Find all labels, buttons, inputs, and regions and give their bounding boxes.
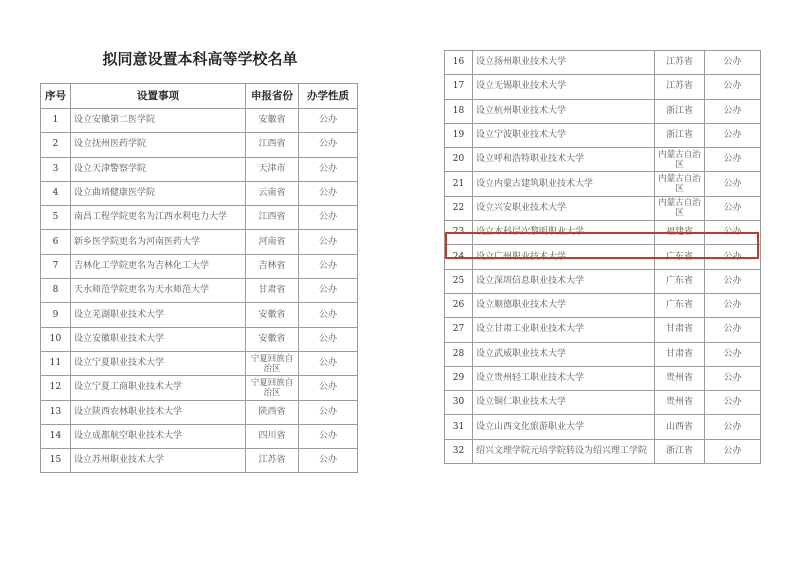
row-nature: 公办 — [705, 439, 761, 463]
row-province: 贵州省 — [655, 366, 705, 390]
row-nature: 公办 — [705, 269, 761, 293]
row-number: 9 — [41, 303, 71, 327]
row-nature: 公办 — [705, 391, 761, 415]
table-row — [445, 245, 761, 269]
row-item: 设立安徽职业技术大学 — [71, 327, 246, 351]
row-item: 设立芜湖职业技术大学 — [71, 303, 246, 327]
row-nature: 公办 — [705, 318, 761, 342]
left-table — [40, 83, 358, 473]
row-nature: 公办 — [299, 400, 358, 424]
row-nature: 公办 — [705, 99, 761, 123]
table-row — [41, 351, 358, 375]
row-province: 宁夏回族自治区 — [246, 351, 299, 375]
row-number: 2 — [41, 133, 71, 157]
row-province: 江苏省 — [655, 51, 705, 75]
row-nature: 公办 — [705, 342, 761, 366]
row-item: 设立宁夏职业技术大学 — [71, 351, 246, 375]
row-nature: 公办 — [705, 148, 761, 172]
row-number: 25 — [445, 269, 473, 293]
table-row — [445, 196, 761, 220]
row-nature: 公办 — [705, 196, 761, 220]
row-number: 22 — [445, 196, 473, 220]
row-item: 设立苏州职业技术大学 — [71, 449, 246, 473]
row-province: 江苏省 — [655, 75, 705, 99]
row-item: 设立无锡职业技术大学 — [473, 75, 655, 99]
row-nature: 公办 — [299, 206, 358, 230]
table-row — [445, 391, 761, 415]
row-province: 江苏省 — [246, 449, 299, 473]
row-item: 设立顺德职业技术大学 — [473, 293, 655, 317]
table-row — [445, 99, 761, 123]
right-table — [444, 50, 761, 464]
row-nature: 公办 — [705, 293, 761, 317]
row-item: 设立安徽第二医学院 — [71, 109, 246, 133]
row-item: 设立深圳信息职业技术大学 — [473, 269, 655, 293]
row-province: 安徽省 — [246, 303, 299, 327]
table-row — [445, 342, 761, 366]
table-row — [445, 148, 761, 172]
table-row — [41, 109, 358, 133]
row-number: 18 — [445, 99, 473, 123]
row-item: 吉林化工学院更名为吉林化工大学 — [71, 254, 246, 278]
row-number: 23 — [445, 221, 473, 245]
row-province: 安徽省 — [246, 327, 299, 351]
row-item: 设立杭州职业技术大学 — [473, 99, 655, 123]
row-province: 宁夏回族自治区 — [246, 376, 299, 400]
row-province: 天津市 — [246, 157, 299, 181]
row-number: 28 — [445, 342, 473, 366]
table-row — [41, 279, 358, 303]
row-item: 设立呼和浩特职业技术大学 — [473, 148, 655, 172]
table-row — [41, 424, 358, 448]
row-nature: 公办 — [299, 376, 358, 400]
row-number: 11 — [41, 351, 71, 375]
row-province: 广东省 — [655, 269, 705, 293]
row-nature: 公办 — [705, 75, 761, 99]
row-nature: 公办 — [299, 254, 358, 278]
row-nature: 公办 — [299, 230, 358, 254]
row-nature: 公办 — [705, 172, 761, 196]
row-nature: 公办 — [299, 449, 358, 473]
table-row — [41, 400, 358, 424]
row-item: 设立本科层次黎明职业大学 — [473, 221, 655, 245]
row-province: 陕西省 — [246, 400, 299, 424]
table-row — [41, 133, 358, 157]
table-row — [445, 439, 761, 463]
table-row — [445, 123, 761, 147]
table-row — [445, 366, 761, 390]
row-item: 天水师范学院更名为天水师范大学 — [71, 279, 246, 303]
row-nature: 公办 — [705, 123, 761, 147]
row-item: 设立天津警察学院 — [71, 157, 246, 181]
row-province: 广东省 — [655, 293, 705, 317]
row-province: 内蒙古自治区 — [655, 172, 705, 196]
table-row — [41, 449, 358, 473]
row-number: 5 — [41, 206, 71, 230]
row-item: 设立陕西农林职业技术大学 — [71, 400, 246, 424]
row-province: 浙江省 — [655, 99, 705, 123]
row-province: 江西省 — [246, 133, 299, 157]
row-item: 绍兴文理学院元培学院转设为绍兴理工学院 — [473, 439, 655, 463]
table-row — [445, 269, 761, 293]
row-item: 设立宁夏工商职业技术大学 — [71, 376, 246, 400]
table-row — [445, 293, 761, 317]
header-row — [41, 84, 358, 109]
table-row — [445, 75, 761, 99]
table-row — [41, 327, 358, 351]
row-nature: 公办 — [299, 181, 358, 205]
row-item: 设立内蒙古建筑职业技术大学 — [473, 172, 655, 196]
table-row — [445, 415, 761, 439]
row-number: 17 — [445, 75, 473, 99]
row-number: 7 — [41, 254, 71, 278]
row-nature: 公办 — [299, 109, 358, 133]
row-item: 设立铜仁职业技术大学 — [473, 391, 655, 415]
left-table-body — [41, 109, 358, 473]
row-number: 30 — [445, 391, 473, 415]
row-number: 3 — [41, 157, 71, 181]
row-number: 26 — [445, 293, 473, 317]
row-number: 24 — [445, 245, 473, 269]
row-number: 32 — [445, 439, 473, 463]
row-item: 设立成都航空职业技术大学 — [71, 424, 246, 448]
table-row — [445, 221, 761, 245]
row-province: 江西省 — [246, 206, 299, 230]
row-province: 安徽省 — [246, 109, 299, 133]
row-item: 设立武威职业技术大学 — [473, 342, 655, 366]
row-province: 浙江省 — [655, 123, 705, 147]
row-number: 27 — [445, 318, 473, 342]
row-nature: 公办 — [705, 245, 761, 269]
header-nature: 办学性质 — [299, 84, 358, 109]
row-province: 吉林省 — [246, 254, 299, 278]
row-number: 20 — [445, 148, 473, 172]
row-number: 29 — [445, 366, 473, 390]
row-item: 设立抚州医药学院 — [71, 133, 246, 157]
header-province: 申报省份 — [246, 84, 299, 109]
row-item: 设立宁波职业技术大学 — [473, 123, 655, 147]
row-province: 四川省 — [246, 424, 299, 448]
row-item: 设立扬州职业技术大学 — [473, 51, 655, 75]
table-row — [445, 318, 761, 342]
row-item: 南昌工程学院更名为江西水利电力大学 — [71, 206, 246, 230]
row-province: 贵州省 — [655, 391, 705, 415]
right-table-body — [445, 51, 761, 464]
table-row — [41, 376, 358, 400]
row-province: 山西省 — [655, 415, 705, 439]
row-number: 12 — [41, 376, 71, 400]
table-row — [445, 51, 761, 75]
row-nature: 公办 — [705, 51, 761, 75]
row-province: 甘肃省 — [655, 318, 705, 342]
table-row — [41, 303, 358, 327]
row-nature: 公办 — [705, 221, 761, 245]
row-nature: 公办 — [299, 279, 358, 303]
row-number: 4 — [41, 181, 71, 205]
row-number: 10 — [41, 327, 71, 351]
row-number: 16 — [445, 51, 473, 75]
row-nature: 公办 — [299, 351, 358, 375]
table-row — [41, 254, 358, 278]
table-row — [41, 157, 358, 181]
row-number: 6 — [41, 230, 71, 254]
row-province: 河南省 — [246, 230, 299, 254]
row-province: 甘肃省 — [246, 279, 299, 303]
row-item: 设立贵州轻工职业技术大学 — [473, 366, 655, 390]
row-number: 15 — [41, 449, 71, 473]
row-number: 31 — [445, 415, 473, 439]
row-province: 甘肃省 — [655, 342, 705, 366]
table-row — [445, 172, 761, 196]
row-nature: 公办 — [299, 133, 358, 157]
table-row — [41, 230, 358, 254]
header-no: 序号 — [41, 84, 71, 109]
row-nature: 公办 — [299, 327, 358, 351]
row-item: 新乡医学院更名为河南医药大学 — [71, 230, 246, 254]
table-row — [41, 206, 358, 230]
row-number: 14 — [41, 424, 71, 448]
row-item: 设立广州职业技术大学 — [473, 245, 655, 269]
document-title: 拟同意设置本科高等学校名单 — [102, 50, 298, 68]
row-number: 1 — [41, 109, 71, 133]
row-province: 云南省 — [246, 181, 299, 205]
row-nature: 公办 — [299, 157, 358, 181]
row-nature: 公办 — [705, 366, 761, 390]
row-number: 8 — [41, 279, 71, 303]
row-province: 内蒙古自治区 — [655, 148, 705, 172]
row-number: 19 — [445, 123, 473, 147]
header-item: 设置事项 — [71, 84, 246, 109]
row-province: 内蒙古自治区 — [655, 196, 705, 220]
row-province: 浙江省 — [655, 439, 705, 463]
row-item: 设立山西文化旅游职业大学 — [473, 415, 655, 439]
row-nature: 公办 — [299, 303, 358, 327]
row-number: 13 — [41, 400, 71, 424]
row-item: 设立曲靖健康医学院 — [71, 181, 246, 205]
row-item: 设立甘肃工业职业技术大学 — [473, 318, 655, 342]
row-province: 广东省 — [655, 245, 705, 269]
row-nature: 公办 — [705, 415, 761, 439]
row-nature: 公办 — [299, 424, 358, 448]
row-item: 设立兴安职业技术大学 — [473, 196, 655, 220]
row-province: 福建省 — [655, 221, 705, 245]
table-row — [41, 181, 358, 205]
row-number: 21 — [445, 172, 473, 196]
